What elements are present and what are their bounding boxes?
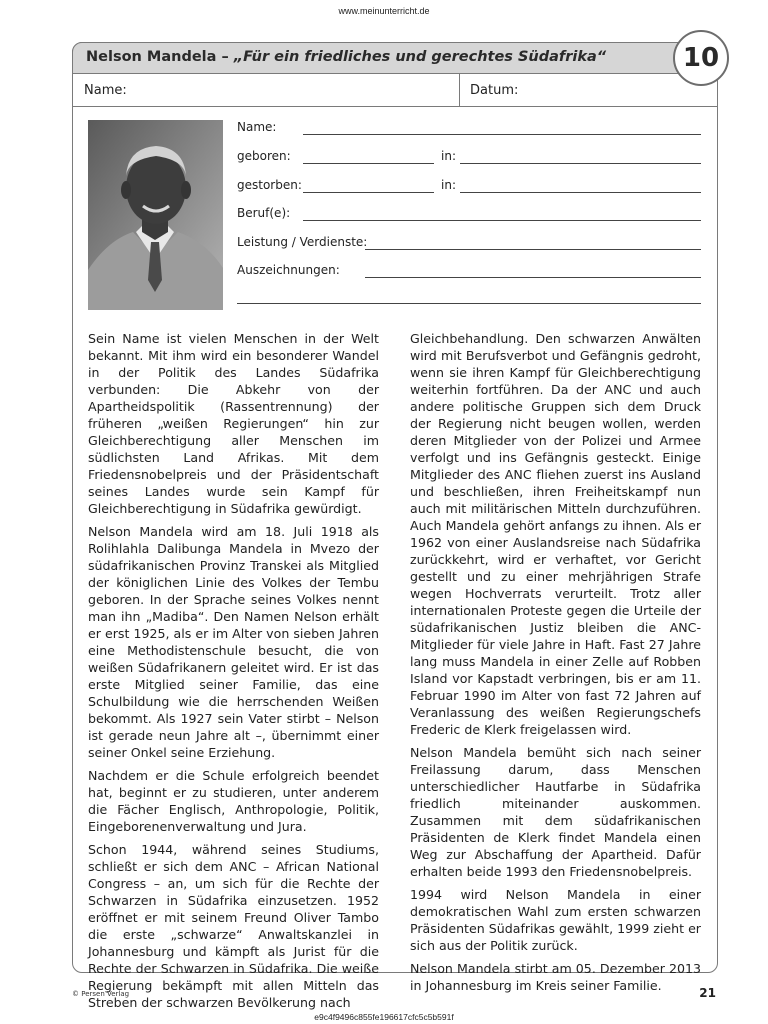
awards-line[interactable] — [365, 277, 701, 278]
paragraph: Gleichbehandlung. Den schwarzen Anwälten wird mit Berufsverbot und Gefängnis gedroht, wenn sie ihren Kampf für Gleichberechtigung weiterhin fortführen. Da der ANC und auch andere politische Gruppen sich dem Druck der Regierung nicht beugen wollen, werden deren Mitglieder von der Polizei und Armee verfolgt und ins Gefängnis gesteckt. Einige Mitglieder des ANC fliehen zuerst ins Ausland und beschließen, ihren Freiheitskampf nun auch mit militärischen Mitteln durchzuführen. Auch Mandela gehört anfangs zu ihnen. Als er 1962 von einer Auslandsreise nach Südafrika zurückkehrt, wird er verhaftet, vor Gericht gestellt und zu einer mehrjährigen Strafe wegen Hochverrats verurteilt. Trotz aller internationalen Proteste gegen die Urteile der südafrikanischen Justiz bleiben die ANC-Mitglieder für viele Jahre in Haft. Fast 27 Jahre lang muss Mandela in einer Zelle auf Robben Island vor Kapstadt verbringen, bis er am 11. Februar 1990 im Alter von fast 72 Jahren auf Veranlassung des weißen Regierungschefs Frederic de Klerk freigelassen wird. — [410, 331, 701, 737]
portrait-illustration — [88, 120, 223, 310]
title-italic: „Für ein friedliches und gerechtes Südafrika“ — [233, 49, 607, 65]
page-number: 21 — [699, 986, 716, 1000]
text-column-right — [410, 330, 701, 1000]
paragraph: Nelson Mandela bemüht sich nach seiner Freilassung darum, dass Menschen unterschiedlicher Hautfarbe in Südafrika friedlich miteinander auskommen. Zusammen mit dem südafrikanischen Präsidenten de Klerk findet Mandela einen Weg zur Abschaffung der Apartheid. Dafür erhalten beide 1993 den Friedensnobelpreis. — [410, 745, 701, 879]
publisher-credit: © Persen Verlag — [72, 990, 130, 998]
paragraph: Schon 1944, während seines Studiums, schließt er sich dem ANC – African National Congress – an, um sich für die Rechte der Schwarzen in Südafrika einzusetzen. 1952 eröffnet er mit seinem Freund Oliver Tambo die erste „schwarze“ Anwaltskanzlei in Johannesburg und kämpft als Jurist für die Rechte der Schwarzen in Südafrika. Die weiße Regierung bekämpft mit allen Mitteln das Streben der schwarzen Bevölkerung nach — [88, 842, 379, 1010]
paragraph: Nelson Mandela stirbt am 05. Dezember 2013 in Johannesburg im Kreis seiner Familie. — [410, 961, 701, 993]
died-label: gestorben: — [237, 178, 302, 192]
worksheet-title — [86, 49, 606, 65]
student-name-label: Name: — [84, 83, 127, 98]
paragraph: 1994 wird Nelson Mandela in einer demokratischen Wahl zum ersten schwarzen Präsidenten Südafrikas gewählt, 1999 zieht er sich aus der Politik zurück. — [410, 887, 701, 953]
date-label: Datum: — [470, 83, 519, 98]
job-line[interactable] — [303, 220, 701, 221]
paragraph: Sein Name ist vielen Menschen in der Welt bekannt. Mit ihm wird ein besonderer Wandel in der Politik des Landes Südafrika verbunden: Die Abkehr von der Apartheidspolitik (Rassentrennung) der früheren „weißen Regierungen“ hin zur Gleichberechtigung aller Menschen im südlichsten Land Afrikas. Mit dem Friedensnobelpreis und der Präsidentschaft seines Landes wurde sein Kampf für Gleichberechtigung in Südafrika gewürdigt. — [88, 331, 379, 516]
title-plain: Nelson Mandela – — [86, 49, 234, 65]
job-label: Beruf(e): — [237, 206, 291, 220]
achievements-line[interactable] — [365, 249, 701, 250]
sheet-number-badge: 10 — [673, 30, 729, 86]
born-place-line[interactable] — [460, 163, 701, 164]
document-hash: e9c4f9496c855fe196617cfc5c5b591f — [314, 1012, 454, 1022]
row-divider — [459, 74, 460, 107]
achievements-label: Leistung / Verdienste: — [237, 235, 368, 249]
extra-line[interactable] — [237, 303, 701, 304]
paragraph: Nelson Mandela wird am 18. Juli 1918 als Rolihlahla Dalibunga Mandela in Mvezo der südafrikanischen Provinz Transkei als Mitglied der königlichen Linie des Volkes der Tembu geboren. In der Sprache seines Volkes nennt man ihn „Madiba“. Den Namen Nelson erhält er erst 1925, als er im Alter von sieben Jahren eine Methodistenschule besucht, die von weißen Südafrikanern geleitet wird. Er ist das erste Mitglied seiner Familie, das eine Schulbildung wie die herrschenden Weißen bekommt. Als 1927 sein Vater stirbt – Nelson ist gerade neun Jahre alt –, übernimmt einer seiner Onkel seine Erziehung. — [88, 524, 379, 760]
portrait-photo — [88, 120, 223, 310]
site-url: www.meinunterricht.de — [338, 6, 430, 16]
paragraph: Nachdem er die Schule erfolgreich beendet hat, beginnt er zu studieren, unter anderem die Fächer Englisch, Anthropologie, Politik, Eingeborenenverwaltung und Jura. — [88, 768, 379, 834]
died-in-label: in: — [441, 178, 456, 192]
profile-name-label: Name: — [237, 120, 277, 134]
profile-name-line[interactable] — [303, 134, 701, 135]
awards-label: Auszeichnungen: — [237, 263, 340, 277]
born-label: geboren: — [237, 149, 291, 163]
born-in-label: in: — [441, 149, 456, 163]
text-column-left — [88, 330, 379, 1017]
name-date-row — [72, 74, 718, 107]
died-date-line[interactable] — [303, 192, 434, 193]
title-bar — [72, 42, 718, 74]
born-date-line[interactable] — [303, 163, 434, 164]
died-place-line[interactable] — [460, 192, 701, 193]
